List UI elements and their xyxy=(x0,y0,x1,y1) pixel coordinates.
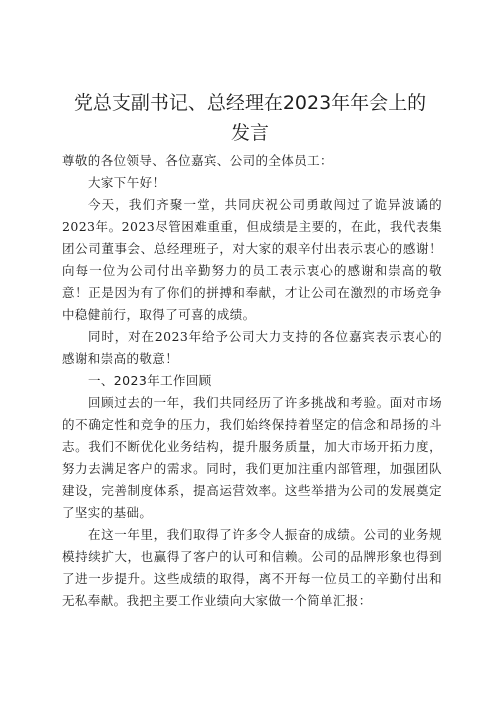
section-heading: 一、2023年工作回顾 xyxy=(88,373,212,388)
salutation: 尊敬的各位领导、各位嘉宾、公司的全体员工： xyxy=(62,153,333,168)
paragraph: 今天，我们齐聚一堂，共同庆祝公司勇敢闯过了诡异波谲的2023年。2023尽管困难重重，但成绩是主要的，在此，我代表集团公司董事会、总经理班子，对大家的艰辛付出表示衷心的感谢！向每一位为公司付出辛勤努力的员工表示衷心的感谢和崇高的敬意！正是因为有了你们的拼搏和奉献，才让公司在激烈的市场竞争中稳健前行，取得了可喜的成绩。 xyxy=(62,197,442,322)
section-paragraph: 在这一年里，我们取得了许多令人振奋的成绩。公司的业务规模持续扩大，也赢得了客户的认可和信赖。公司的品牌形象也得到了进一步提升。这些成绩的取得，离不开每一位员工的辛勤付出和无私奉献。我把主要工作业绩向大家做一个简单汇报： xyxy=(62,527,442,608)
paragraph: 同时，对在2023年给予公司大力支持的各位嘉宾表示衷心的感谢和崇高的敬意！ xyxy=(62,329,442,366)
section-paragraph: 回顾过去的一年，我们共同经历了许多挑战和考验。面对市场的不确定性和竞争的压力，我们始终保持着坚定的信念和昂扬的斗志。我们不断优化业务结构，提升服务质量，加大市场开拓力度，努力去满足客户的需求。同时，我们更加注重内部管理，加强团队建设，完善制度体系，提高运营效率。这些举措为公司的发展奠定了坚实的基础。 xyxy=(62,395,442,520)
greeting: 大家下午好！ xyxy=(88,175,166,190)
document-title: 党总支副书记、总经理在2023年年会上的发言 xyxy=(73,92,427,144)
document-body xyxy=(62,150,442,612)
